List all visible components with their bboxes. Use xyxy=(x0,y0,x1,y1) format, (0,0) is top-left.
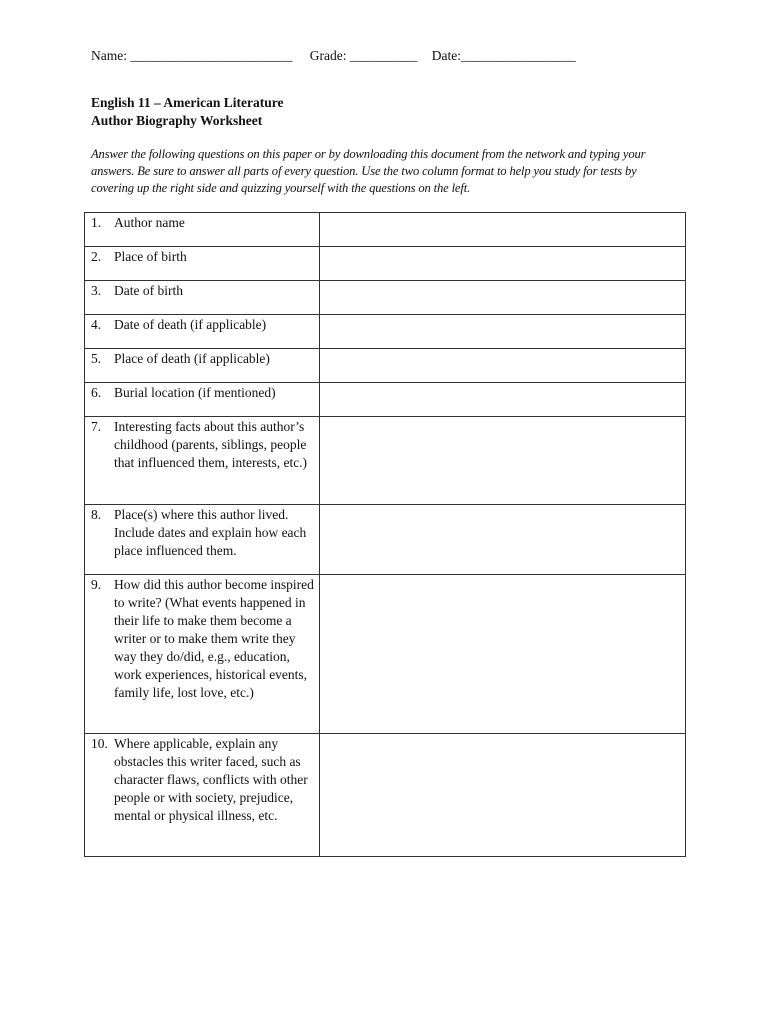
question-number: 10. xyxy=(91,736,108,751)
answer-cell[interactable] xyxy=(320,315,686,349)
question-text: Author name xyxy=(114,215,185,230)
table-row xyxy=(85,575,686,734)
table-row xyxy=(85,505,686,575)
question-text: How did this author become inspired to write? (What events happened in their life to make them become a writer or to make them write they way they do/did, e.g., education, work experiences, historical events, family life, lost love, etc.) xyxy=(114,577,314,700)
question-number: 9. xyxy=(91,577,102,592)
question-cell xyxy=(85,213,320,247)
table-row xyxy=(85,734,686,857)
table-row xyxy=(85,417,686,505)
answer-cell[interactable] xyxy=(320,213,686,247)
answer-cell[interactable] xyxy=(320,505,686,575)
answer-cell[interactable] xyxy=(320,575,686,734)
table-row xyxy=(85,349,686,383)
table-row xyxy=(85,383,686,417)
grade-field[interactable]: __________ xyxy=(349,48,418,63)
worksheet-title xyxy=(91,94,284,130)
grade-label: Grade: xyxy=(309,48,347,63)
question-cell xyxy=(85,417,320,505)
question-cell xyxy=(85,575,320,734)
question-text: Burial location (if mentioned) xyxy=(114,385,276,400)
name-label: Name: xyxy=(91,48,127,63)
question-cell xyxy=(85,349,320,383)
question-text: Place of death (if applicable) xyxy=(114,351,270,366)
question-number: 8. xyxy=(91,507,102,522)
course-title: English 11 – American Literature xyxy=(91,95,284,110)
question-cell xyxy=(85,734,320,857)
table-row xyxy=(85,281,686,315)
question-text: Place(s) where this author lived. Include dates and explain how each place influenced them. xyxy=(114,507,307,558)
question-number: 1. xyxy=(91,215,102,230)
question-number: 5. xyxy=(91,351,102,366)
answer-cell[interactable] xyxy=(320,281,686,315)
question-cell xyxy=(85,315,320,349)
question-number: 7. xyxy=(91,419,102,434)
question-text: Date of birth xyxy=(114,283,183,298)
date-label: Date: xyxy=(431,48,461,63)
answer-cell[interactable] xyxy=(320,349,686,383)
worksheet-name: Author Biography Worksheet xyxy=(91,113,263,128)
student-info-line xyxy=(91,46,576,66)
question-answer-table xyxy=(84,212,686,857)
instructions-text: Answer the following questions on this paper or by downloading this document from the network and typing your answers. Be sure to answer all parts of every question. Use the two column format to help you study for tests by covering up the right side and quizzing yourself with the questions on the left. xyxy=(91,147,646,195)
question-text: Date of death (if applicable) xyxy=(114,317,267,332)
question-number: 6. xyxy=(91,385,102,400)
answer-cell[interactable] xyxy=(320,383,686,417)
question-cell xyxy=(85,247,320,281)
question-number: 2. xyxy=(91,249,102,264)
date-field[interactable]: _________________ xyxy=(460,48,576,63)
question-number: 3. xyxy=(91,283,102,298)
answer-cell[interactable] xyxy=(320,734,686,857)
question-cell xyxy=(85,505,320,575)
table-row xyxy=(85,315,686,349)
question-text: Where applicable, explain any obstacles this writer faced, such as character flaws, conflicts with other people or with society, prejudice, mental or physical illness, etc. xyxy=(114,736,308,823)
name-field[interactable]: ________________________ xyxy=(130,48,293,63)
table-row xyxy=(85,247,686,281)
question-cell xyxy=(85,383,320,417)
question-number: 4. xyxy=(91,317,102,332)
table-row xyxy=(85,213,686,247)
question-text: Interesting facts about this author’s childhood (parents, siblings, people that influenced them, interests, etc.) xyxy=(114,419,308,470)
answer-cell[interactable] xyxy=(320,417,686,505)
question-cell xyxy=(85,281,320,315)
answer-cell[interactable] xyxy=(320,247,686,281)
question-text: Place of birth xyxy=(114,249,187,264)
